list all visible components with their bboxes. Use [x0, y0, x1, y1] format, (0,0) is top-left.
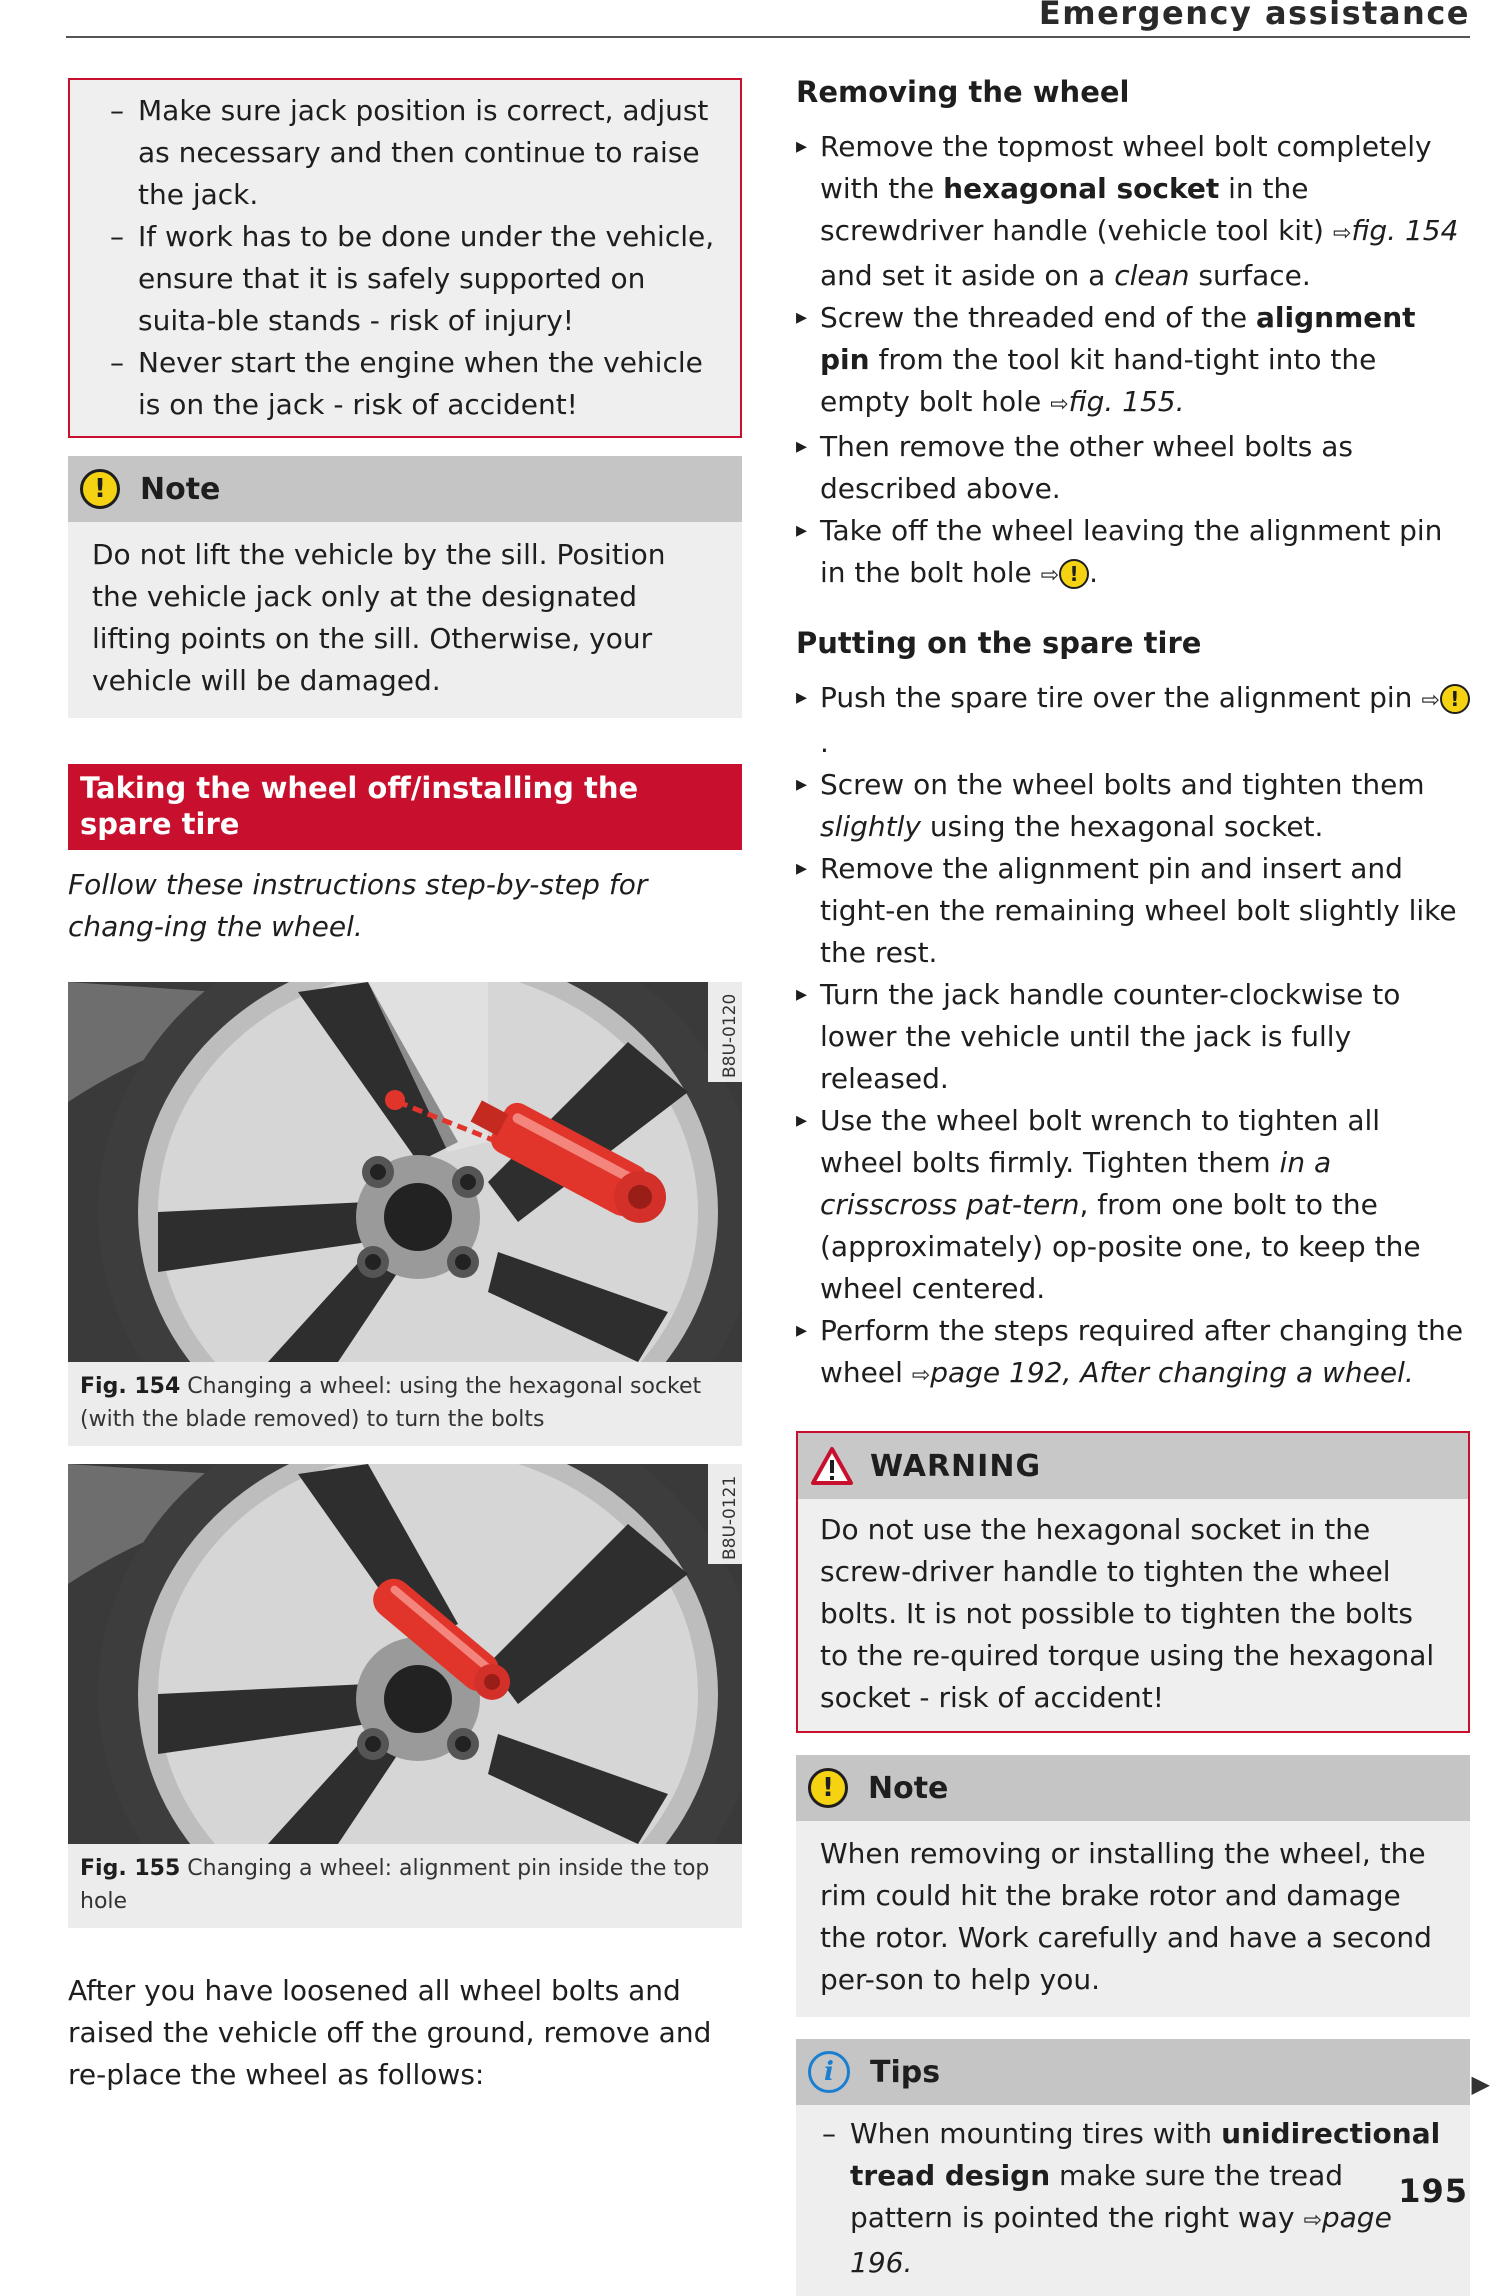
step-italic: in a crisscross pat-tern	[820, 1146, 1332, 1221]
figure-154	[68, 982, 742, 1446]
arrow-icon: ⇨	[1332, 221, 1352, 246]
section-intro: Follow these instructions step-by-step for chang-ing the wheel.	[68, 868, 648, 943]
arrow-icon: ⇨	[1040, 563, 1060, 588]
section-title: Taking the wheel off/installing the spare tire	[68, 764, 742, 850]
step-text: using the hexagonal socket.	[921, 810, 1324, 843]
tip-bold: unidirectional tread design	[850, 2117, 1441, 2192]
step-text: in the screwdriver handle (vehicle tool kit)	[820, 172, 1333, 247]
tips-box	[796, 2039, 1470, 2296]
note-text: Do not lift the vehicle by the sill. Position the vehicle jack only at the designated lifting points on the sill. Otherwise, your vehicle will be damaged.	[92, 538, 666, 697]
arrow-icon: ⇨	[1050, 392, 1069, 417]
figure-caption-text: Changing a wheel: alignment pin inside the top hole	[80, 1856, 710, 1914]
tip-text: When mounting tires with	[850, 2117, 1222, 2150]
tip-item	[822, 2113, 1448, 2284]
figure-code: B8U-0120	[720, 993, 740, 1078]
step-item	[796, 297, 1470, 426]
step-item	[796, 764, 1470, 848]
header-rule	[66, 36, 1470, 38]
step-text: Take off the wheel leaving the alignment pin in the bolt hole	[820, 514, 1443, 589]
step-item: ▸ Then remove the other wheel bolts as described above.	[796, 426, 1470, 510]
tips-content	[796, 2105, 1470, 2296]
step-text: Perform the steps required after changing the wheel	[820, 1314, 1464, 1389]
figure-link[interactable]: fig. 155.	[1068, 385, 1185, 418]
arrow-icon: ⇨	[1303, 2208, 1322, 2233]
right-column	[796, 72, 1470, 2296]
info-icon: i	[808, 2051, 850, 2093]
step-text: , from one bolt to the (approximately) op-posite one, to keep the wheel centered.	[820, 1188, 1421, 1305]
note-text: When removing or installing the wheel, the rim could hit the brake rotor and damage the rotor. Work carefully and have a second per-son to help you.	[820, 1837, 1432, 1996]
note-box	[796, 1755, 1470, 2017]
warning-triangle-icon	[810, 1446, 854, 1486]
warning-label: WARNING	[870, 1448, 1042, 1484]
figure-code: B8U-0121	[720, 1475, 740, 1560]
note-label: Note	[868, 1770, 949, 1806]
warning-continuation-box	[68, 78, 742, 438]
step-text: from the tool kit hand-tight into the empty bolt hole	[820, 343, 1377, 418]
figure-155	[68, 1464, 742, 1928]
arrow-icon: ⇨	[911, 1363, 931, 1388]
step-text: Screw the threaded end of the	[820, 301, 1257, 334]
figure-number: Fig. 154	[80, 1374, 181, 1399]
step-item: ▸ Remove the alignment pin and insert and tight-en the remaining wheel bolt slightly like the rest.	[796, 848, 1470, 974]
removing-steps	[796, 126, 1470, 597]
step-item	[796, 1310, 1470, 1397]
step-text: Screw on the wheel bolts and tighten them	[820, 768, 1425, 801]
step-italic: clean	[1114, 259, 1190, 292]
step-item	[796, 677, 1470, 764]
step-text: surface.	[1189, 259, 1311, 292]
left-column	[68, 78, 742, 2096]
wheel-socket-illustration	[68, 982, 742, 1362]
page-number: 195	[1398, 2172, 1468, 2210]
caution-icon[interactable]: !	[1440, 684, 1470, 714]
note-header	[68, 456, 742, 522]
step-item	[796, 510, 1470, 597]
caution-icon[interactable]: !	[1059, 559, 1089, 589]
tip-text: make sure the tread pattern is pointed the right way	[850, 2159, 1344, 2234]
spare-steps	[796, 677, 1470, 1397]
step-text: Use the wheel bolt wrench to tighten all wheel bolts firmly. Tighten them	[820, 1104, 1381, 1179]
note-header	[796, 1755, 1470, 1821]
warning-item: – Never start the engine when the vehicle is on the jack - risk of accident!	[110, 342, 716, 426]
after-text: After you have loosened all wheel bolts and raised the vehicle off the ground, remove and re-place the wheel as follows:	[68, 1974, 712, 2091]
continue-arrow-icon: ▶	[1471, 2070, 1490, 2098]
caution-icon: !	[80, 469, 120, 509]
warning-item: – If work has to be done under the vehicle, ensure that it is safely supported on suita-ble stands - risk of injury!	[110, 216, 716, 342]
figure-caption	[68, 1362, 742, 1446]
caution-icon: !	[808, 1768, 848, 1808]
figure-caption-text: Changing a wheel: using the hexagonal socket (with the blade removed) to turn the bolts	[80, 1374, 702, 1432]
step-text: Push the spare tire over the alignment pin	[820, 681, 1422, 714]
step-bold: alignment pin	[820, 301, 1416, 376]
step-text: .	[820, 726, 829, 759]
figure-link[interactable]: fig. 154	[1351, 214, 1459, 247]
figure-caption	[68, 1844, 742, 1928]
step-text: Remove the topmost wheel bolt completely with the	[820, 130, 1432, 205]
warning-item: – Make sure jack position is correct, adjust as necessary and then continue to raise the jack.	[110, 90, 716, 216]
step-item	[796, 126, 1470, 297]
step-text: and set it aside on a	[820, 259, 1115, 292]
step-text: .	[1089, 556, 1098, 589]
warning-text: Do not use the hexagonal socket in the screw-driver handle to tighten the wheel bolts. It is not possible to tighten the bolts to the re-quired torque using the hexagonal socket - risk of accident!	[820, 1513, 1435, 1714]
tips-label: Tips	[870, 2054, 941, 2090]
step-italic: slightly	[820, 810, 921, 843]
page-link[interactable]: page 196.	[850, 2201, 1392, 2279]
warning-header	[798, 1433, 1468, 1499]
note-box	[68, 456, 742, 718]
note-label: Note	[140, 471, 221, 507]
page-link[interactable]: page 192, After changing a wheel.	[930, 1356, 1414, 1389]
figure-number: Fig. 155	[80, 1856, 181, 1881]
arrow-icon: ⇨	[1421, 688, 1440, 713]
step-bold: hexagonal socket	[943, 172, 1220, 205]
spare-heading: Putting on the spare tire	[796, 626, 1202, 660]
warning-box	[796, 1431, 1470, 1733]
tips-header	[796, 2039, 1470, 2105]
removing-heading: Removing the wheel	[796, 75, 1130, 109]
step-item	[796, 1100, 1470, 1310]
alignment-pin-illustration	[68, 1464, 742, 1844]
step-item: ▸ Turn the jack handle counter-clockwise to lower the vehicle until the jack is fully released.	[796, 974, 1470, 1100]
running-header: Emergency assistance	[1038, 0, 1470, 32]
